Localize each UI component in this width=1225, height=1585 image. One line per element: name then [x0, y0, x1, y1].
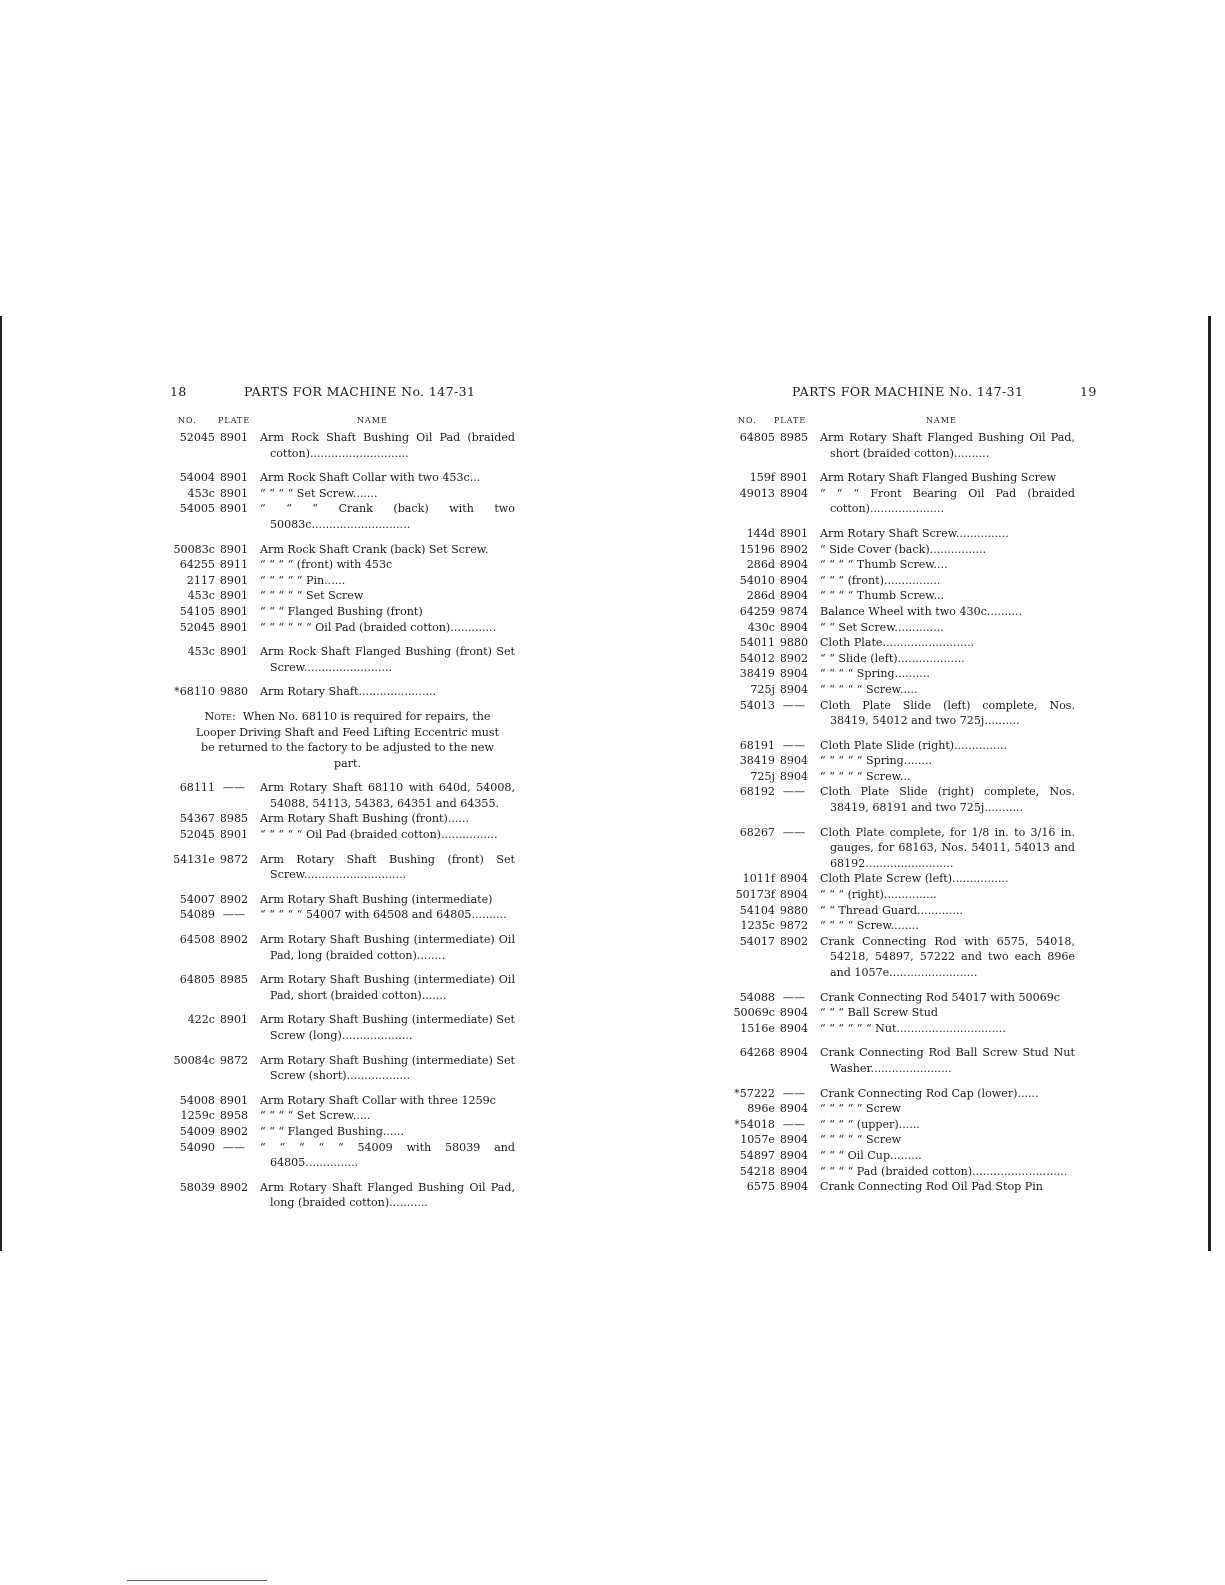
part-plate: 8904 [779, 1046, 809, 1060]
table-row [730, 470, 1075, 486]
part-plate: 8901 [219, 502, 249, 516]
part-plate: 8904 [779, 1006, 809, 1020]
column-headers [170, 416, 515, 430]
part-no: 54897 [739, 1148, 775, 1162]
part-plate: 8904 [779, 1133, 809, 1147]
part-plate: 8902 [219, 892, 249, 906]
table-row [730, 1021, 1075, 1037]
table-row [170, 542, 515, 558]
table-row [170, 852, 515, 883]
part-no: 68267 [739, 825, 775, 839]
page-title: PARTS FOR MACHINE No. 147-31 [792, 384, 1024, 399]
table-row [730, 1005, 1075, 1021]
table-row [730, 784, 1075, 815]
part-name: “ “ “ “ “ Screw... [820, 769, 911, 783]
part-plate: 8904 [779, 769, 809, 783]
part-name: “ “ “ “ “ Oil Pad (braided cotton)................ [260, 828, 498, 842]
part-name: “ “ “ Crank (back) with two 50083c............................ [260, 502, 515, 531]
table-row [730, 682, 1075, 698]
table-row [170, 430, 515, 461]
part-plate: 8904 [779, 1102, 809, 1116]
part-no: 50084c [173, 1053, 215, 1067]
part-name: Arm Rotary Shaft Screw............... [820, 526, 1009, 540]
part-no: 896e [747, 1102, 775, 1116]
table-row [730, 666, 1075, 682]
part-no: 54008 [179, 1093, 215, 1107]
table-row [170, 892, 515, 908]
part-plate: 8904 [779, 682, 809, 696]
column-headers [730, 416, 1075, 430]
note-text: When No. 68110 is required for repairs, the Looper Driving Shaft and Feed Lifting Eccentric must be returned to the factory to be adjusted to the new part. [195, 709, 500, 770]
part-name: “ “ “ “ Thumb Screw... [820, 589, 945, 603]
part-name: Arm Rotary Shaft Bushing (intermediate) Oil Pad, long (braided cotton)........ [260, 933, 515, 962]
part-plate: 9872 [219, 1053, 249, 1067]
part-no: 54090 [179, 1140, 215, 1154]
part-no: 50069c [733, 1006, 775, 1020]
part-plate: 8902 [219, 1180, 249, 1194]
part-no: 1235c [740, 919, 775, 933]
part-plate: 8904 [779, 1021, 809, 1035]
part-name: “ “ “ “ “ Screw [820, 1133, 902, 1147]
part-plate: 8901 [219, 620, 249, 634]
part-plate: 8901 [219, 573, 249, 587]
repair-note [190, 709, 505, 771]
part-name: “ “ “ “ “ “ Oil Pad (braided cotton)............. [260, 620, 497, 634]
part-name: Cloth Plate Slide (right)............... [820, 738, 1008, 752]
part-plate: 8904 [779, 1180, 809, 1194]
part-plate: —— [222, 1140, 246, 1154]
part-plate: 8904 [779, 486, 809, 500]
part-no: 15196 [739, 542, 775, 556]
part-name: Arm Rotary Shaft Flanged Bushing Oil Pad, short (braided cotton).......... [820, 431, 1075, 460]
part-no: 54005 [179, 502, 215, 516]
left-page-header [170, 384, 515, 404]
part-plate: 8901 [219, 1013, 249, 1027]
part-name: Cloth Plate complete, for 1/8 in. to 3/16 in. gauges, for 68163, Nos. 54011, 54013 and 68192......................... [820, 825, 1075, 870]
part-plate: —— [782, 738, 806, 752]
note-label: Note: [204, 709, 236, 723]
part-no: 54009 [179, 1124, 215, 1138]
part-name: Arm Rotary Shaft Bushing (front)...... [260, 812, 469, 826]
part-name: “ “ “ “ “ Set Screw [260, 589, 364, 603]
part-plate: —— [782, 825, 806, 839]
part-name: “ “ Slide (left)................... [820, 651, 965, 665]
part-name: Crank Connecting Rod Ball Screw Stud Nut Washer....................... [820, 1046, 1075, 1075]
part-plate: 8902 [779, 651, 809, 665]
table-row [730, 1101, 1075, 1117]
part-no: 50173f [735, 888, 775, 902]
table-row [170, 1140, 515, 1171]
footer-link-underline [127, 1580, 267, 1581]
table-row [730, 557, 1075, 573]
part-no: 54088 [739, 990, 775, 1004]
part-name: Arm Rotary Shaft...................... [260, 685, 437, 699]
page-title: PARTS FOR MACHINE No. 147-31 [244, 384, 476, 399]
table-row [170, 470, 515, 486]
part-no: 58039 [179, 1180, 215, 1194]
part-name: Crank Connecting Rod with 6575, 54018, 54218, 54897, 57222 and two each 896e and 1057e......................... [820, 934, 1075, 979]
table-row [730, 1179, 1075, 1195]
table-row [170, 972, 515, 1003]
table-row [170, 1053, 515, 1084]
part-name: “ “ “ Flanged Bushing (front) [260, 604, 423, 618]
part-no: 64255 [179, 558, 215, 572]
part-name: Arm Rotary Shaft Bushing (intermediate) [260, 892, 493, 906]
part-no: 286d [746, 589, 775, 603]
part-name: “ “ “ Front Bearing Oil Pad (braided cotton)..................... [820, 486, 1075, 516]
right-scan-edge [1208, 316, 1211, 1251]
left-page [170, 384, 515, 1211]
part-no: 453c [187, 486, 215, 500]
part-name: “ “ “ “ (upper)...... [820, 1117, 920, 1131]
table-row [730, 990, 1075, 1006]
part-name: Cloth Plate Slide (left) complete, Nos. 38419, 54012 and two 725j.......... [820, 698, 1075, 728]
table-row [730, 635, 1075, 651]
table-row [730, 486, 1075, 517]
part-name: “ “ “ Flanged Bushing...... [260, 1124, 404, 1138]
part-no: 64805 [179, 973, 215, 987]
table-row [170, 811, 515, 827]
col-name: NAME [926, 416, 957, 425]
table-row [730, 1117, 1075, 1133]
part-name: “ “ “ “ Thumb Screw.... [820, 558, 948, 572]
part-no: 1057e [740, 1133, 775, 1147]
table-row [170, 573, 515, 589]
part-no: 1011f [742, 872, 775, 886]
page-number: 19 [1080, 384, 1097, 399]
part-plate: 8901 [779, 471, 809, 485]
part-name: “ “ “ (right)............... [820, 888, 937, 902]
part-name: “ “ Thread Guard............. [820, 903, 963, 917]
col-no: NO. [738, 416, 757, 425]
table-row [730, 651, 1075, 667]
part-no: 68191 [739, 738, 775, 752]
col-plate: PLATE [218, 416, 251, 425]
part-plate: —— [222, 781, 246, 795]
part-plate: 8904 [779, 872, 809, 886]
table-row [170, 557, 515, 573]
part-name: Crank Connecting Rod 54017 with 50069c [820, 990, 1060, 1004]
part-no: 54367 [179, 812, 215, 826]
part-name: “ “ “ “ Set Screw....... [260, 486, 378, 500]
part-name: Arm Rock Shaft Collar with two 453c... [260, 471, 481, 485]
part-plate: 8904 [779, 754, 809, 768]
part-plate: 8901 [219, 589, 249, 603]
part-plate: 8904 [779, 888, 809, 902]
part-name: Arm Rotary Shaft 68110 with 640d, 54008, 54088, 54113, 54383, 64351 and 64355. [260, 781, 515, 810]
part-no: 54013 [739, 698, 775, 712]
part-no: 453c [187, 645, 215, 659]
part-name: “ Side Cover (back)................ [820, 542, 987, 556]
part-no: 54131e [173, 852, 215, 866]
part-plate: 8901 [779, 526, 809, 540]
part-no: 422c [187, 1013, 215, 1027]
part-no: *68110 [174, 685, 215, 699]
part-no: 54089 [179, 908, 215, 922]
part-no: 1516e [740, 1021, 775, 1035]
col-no: NO. [178, 416, 197, 425]
part-plate: —— [782, 698, 806, 712]
part-name: Arm Rotary Shaft Bushing (intermediate) Set Screw (long).................... [260, 1013, 515, 1042]
part-name: Balance Wheel with two 430c.......... [820, 604, 1023, 618]
table-row [170, 1108, 515, 1124]
part-name: Cloth Plate Screw (left)................ [820, 872, 1009, 886]
part-name: “ “ “ “ (front) with 453c [260, 558, 393, 572]
part-plate: 8985 [219, 973, 249, 987]
left-scan-edge [0, 316, 2, 1251]
part-plate: 8985 [779, 431, 809, 444]
part-plate: 8901 [219, 471, 249, 485]
part-plate: —— [782, 1117, 806, 1131]
part-no: 2117 [186, 573, 215, 587]
table-row [730, 825, 1075, 872]
part-name: Arm Rock Shaft Crank (back) Set Screw. [260, 542, 489, 556]
table-row [170, 1180, 515, 1211]
part-plate: 8958 [219, 1109, 249, 1123]
part-no: 52045 [179, 828, 215, 842]
table-row [170, 486, 515, 502]
part-plate: 9880 [779, 903, 809, 917]
table-row [170, 827, 515, 843]
table-row [730, 526, 1075, 542]
table-row [170, 684, 515, 700]
part-plate: 8901 [219, 431, 249, 444]
part-name: “ “ “ “ Spring.......... [820, 667, 930, 681]
part-plate: —— [782, 1086, 806, 1100]
table-row [730, 918, 1075, 934]
part-no: 286d [746, 558, 775, 572]
part-plate: 8901 [219, 828, 249, 842]
part-plate: 8904 [779, 667, 809, 681]
part-no: 54104 [739, 903, 775, 917]
part-name: Arm Rotary Shaft Bushing (intermediate) Oil Pad, short (braided cotton)....... [260, 973, 515, 1002]
part-no: 6575 [746, 1180, 775, 1194]
table-row [730, 738, 1075, 754]
part-name: “ “ “ “ “ Screw [820, 1102, 902, 1116]
part-no: 38419 [739, 667, 775, 681]
table-row [730, 934, 1075, 981]
part-name: “ “ “ “ “ 54009 with 58039 and 64805............... [260, 1140, 515, 1170]
part-plate: 9880 [219, 685, 249, 699]
table-row [730, 1045, 1075, 1076]
part-no: 64259 [739, 604, 775, 618]
part-plate: 8902 [219, 1124, 249, 1138]
part-no: 38419 [739, 754, 775, 768]
part-name: “ “ “ “ “ “ Nut............................... [820, 1021, 1006, 1035]
part-name: “ “ “ “ “ 54007 with 64508 and 64805.......... [260, 908, 507, 922]
part-no: *57222 [734, 1086, 775, 1100]
part-plate: —— [782, 785, 806, 799]
part-plate: 8902 [779, 934, 809, 948]
table-row [170, 1124, 515, 1140]
table-row [730, 588, 1075, 604]
page-number: 18 [170, 384, 187, 399]
part-plate: 9872 [219, 852, 249, 866]
table-row [730, 1086, 1075, 1102]
part-no: 64508 [179, 933, 215, 947]
part-plate: 8902 [219, 933, 249, 947]
part-name: “ “ “ “ “ Screw..... [820, 682, 918, 696]
part-name: “ “ “ “ “ Pin...... [260, 573, 346, 587]
part-no: 54010 [739, 573, 775, 587]
part-plate: 8901 [219, 486, 249, 500]
part-no: 52045 [179, 431, 215, 444]
table-row [170, 604, 515, 620]
part-name: “ “ Set Screw.............. [820, 620, 944, 634]
part-name: “ “ “ (front)................ [820, 573, 941, 587]
table-row [170, 1093, 515, 1109]
table-row [730, 887, 1075, 903]
part-no: 453c [187, 589, 215, 603]
table-row [170, 620, 515, 636]
part-plate: 8901 [219, 604, 249, 618]
part-no: 68111 [179, 781, 215, 795]
part-plate: —— [782, 990, 806, 1004]
part-plate: 8904 [779, 1164, 809, 1178]
part-no: 430c [747, 620, 775, 634]
part-no: 54011 [739, 636, 775, 650]
table-row [730, 903, 1075, 919]
part-plate: 8911 [219, 558, 249, 572]
part-no: 49013 [739, 486, 775, 500]
table-row [170, 780, 515, 811]
table-row [730, 573, 1075, 589]
part-plate: 9880 [779, 636, 809, 650]
part-plate: 8985 [219, 812, 249, 826]
part-plate: 9874 [779, 604, 809, 618]
table-row [170, 1012, 515, 1043]
part-no: 54017 [739, 934, 775, 948]
table-row [170, 907, 515, 923]
part-plate: 8904 [779, 573, 809, 587]
table-row [730, 620, 1075, 636]
part-name: Crank Connecting Rod Cap (lower)...... [820, 1086, 1039, 1100]
part-name: “ “ “ “ Set Screw..... [260, 1109, 371, 1123]
table-row [730, 753, 1075, 769]
part-name: “ “ “ “ Pad (braided cotton)........................... [820, 1164, 1068, 1178]
part-name: Arm Rotary Shaft Flanged Bushing Screw [820, 471, 1056, 485]
part-no: 54007 [179, 892, 215, 906]
part-no: 64268 [739, 1046, 775, 1060]
table-row [170, 588, 515, 604]
part-plate: —— [222, 908, 246, 922]
part-plate: 8904 [779, 1148, 809, 1162]
part-name: Arm Rotary Shaft Flanged Bushing Oil Pad, long (braided cotton)........... [260, 1180, 515, 1210]
part-no: 725j [750, 682, 775, 696]
table-row [730, 1132, 1075, 1148]
part-no: 52045 [179, 620, 215, 634]
table-row [730, 769, 1075, 785]
part-name: “ “ “ “ Screw........ [820, 919, 919, 933]
parts-list [730, 430, 1075, 1195]
part-plate: 8902 [779, 542, 809, 556]
part-no: 54004 [179, 471, 215, 485]
part-plate: 8904 [779, 558, 809, 572]
part-no: 725j [750, 769, 775, 783]
right-page [730, 384, 1097, 1195]
part-plate: 8901 [219, 542, 249, 556]
part-no: 54105 [179, 604, 215, 618]
table-row [730, 1164, 1075, 1180]
table-row [730, 1148, 1075, 1164]
table-row [170, 501, 515, 532]
parts-list [170, 430, 515, 700]
part-name: “ “ “ Ball Screw Stud [820, 1006, 938, 1020]
part-no: 64805 [739, 431, 775, 444]
part-name: Arm Rock Shaft Flanged Bushing (front) Set Screw......................... [260, 645, 515, 674]
part-name: Cloth Plate.......................... [820, 636, 975, 650]
part-no: 144d [746, 526, 775, 540]
table-row [170, 932, 515, 963]
part-name: Arm Rotary Shaft Collar with three 1259c [260, 1093, 496, 1107]
part-no: *54018 [734, 1117, 775, 1131]
part-plate: 8904 [779, 620, 809, 634]
part-name: Arm Rotary Shaft Bushing (intermediate) Set Screw (short).................. [260, 1053, 515, 1083]
part-plate: 8901 [219, 645, 249, 659]
table-row [730, 542, 1075, 558]
table-row [730, 430, 1075, 461]
part-name: “ “ “ Oil Cup......... [820, 1148, 922, 1162]
part-plate: 8904 [779, 589, 809, 603]
part-name: “ “ “ “ “ Spring........ [820, 754, 932, 768]
part-plate: 8901 [219, 1093, 249, 1107]
part-name: Cloth Plate Slide (right) complete, Nos. 38419, 68191 and two 725j........... [820, 785, 1075, 815]
part-name: Arm Rock Shaft Bushing Oil Pad (braided cotton)............................ [260, 431, 515, 460]
table-row [730, 871, 1075, 887]
col-plate: PLATE [774, 416, 807, 425]
right-page-header [730, 384, 1097, 404]
col-name: NAME [357, 416, 388, 425]
parts-list [170, 780, 515, 1211]
part-no: 68192 [739, 785, 775, 799]
table-row [730, 698, 1075, 729]
part-name: Arm Rotary Shaft Bushing (front) Set Screw............................. [260, 852, 515, 882]
table-row [170, 644, 515, 675]
part-no: 54012 [739, 651, 775, 665]
part-no: 159f [749, 471, 775, 485]
part-no: 54218 [739, 1164, 775, 1178]
part-no: 1259c [180, 1109, 215, 1123]
part-no: 50083c [173, 542, 215, 556]
part-name: Crank Connecting Rod Oil Pad Stop Pin [820, 1180, 1043, 1194]
table-row [730, 604, 1075, 620]
part-plate: 9872 [779, 919, 809, 933]
